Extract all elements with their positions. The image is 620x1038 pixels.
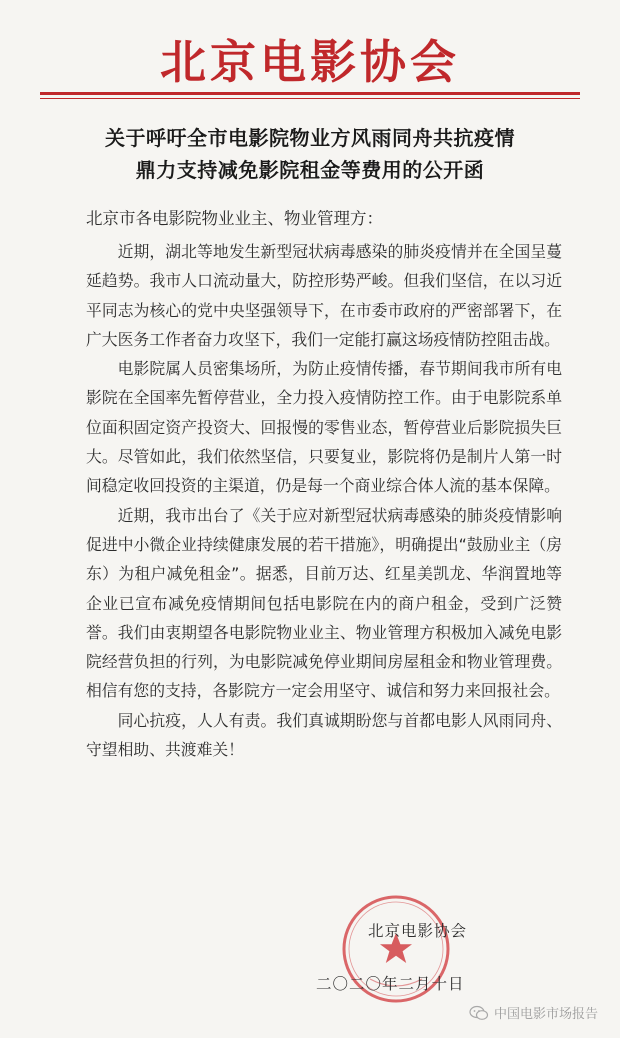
paragraph-1: 近期，湖北等地发生新型冠状病毒感染的肺炎疫情并在全国呈蔓延趋势。我市人口流动量大，防控形势严峻。但我们坚信，在以习近平同志为核心的党中央坚强领导下，在市委市政府的严密部署下，在广大医务工作者奋力攻坚下，我们一定能打赢这场疫情防控阻击战。: [86, 242, 562, 349]
document-title-line2: 鼎力支持减免影院租金等费用的公开函: [135, 158, 485, 182]
letterhead-title: 北京电影协会: [160, 35, 460, 89]
paragraph-2: 电影院属人员密集场所，为防止疫情传播，春节期间我市所有电影院在全国率先暂停营业，全力投入疫情防控工作。由于电影院系单位面积固定资产投资大、回报慢的零售业态，暂停营业后影院损失巨大。尽管如此，我们依然坚信，只要复业，影院将仍是制片人第一时间稳定收回投资的主渠道，仍是每一个商业综合体人流的基本保障。: [86, 359, 562, 496]
paragraph-4: 同心抗疫，人人有责。我们真诚期盼您与首都电影人风雨同舟、守望相助、共渡难关！: [86, 710, 562, 760]
signature-organization: 北京电影协会: [368, 922, 468, 940]
paragraph-3: 近期，我市出台了《关于应对新型冠状病毒感染的肺炎疫情影响促进中小微企业持续健康发展的若干措施》，明确提出“鼓励业主（房东）为租户减免租金”。据悉，目前万达、红星美凯龙、华润置地等企业已宣布减免疫情期间包括电影院在内的商户租金，受到广泛赞誉。我们由衷期望各电影院物业业主、物业管理方积极加入减免电影院经营负担的行列，为电影院减免停业期间房屋租金和物业管理费。相信有您的支持，各影院方一定会用坚守、诚信和努力来回报社会。: [86, 505, 562, 701]
letterhead-rule-thick: [40, 92, 580, 95]
salutation: 北京市各电影院物业业主、物业管理方：: [86, 209, 383, 228]
signature-date: 二〇二〇年二月十日: [316, 975, 465, 993]
document-title-line1: 关于呼吁全市电影院物业方风雨同舟共抗疫情: [105, 126, 515, 150]
watermark: [469, 1003, 598, 1022]
letter-body: [86, 237, 562, 764]
letterhead-rule-thin: [40, 98, 580, 99]
wechat-icon: [469, 1005, 489, 1021]
watermark-label: 中国电影市场报告: [493, 1007, 598, 1022]
